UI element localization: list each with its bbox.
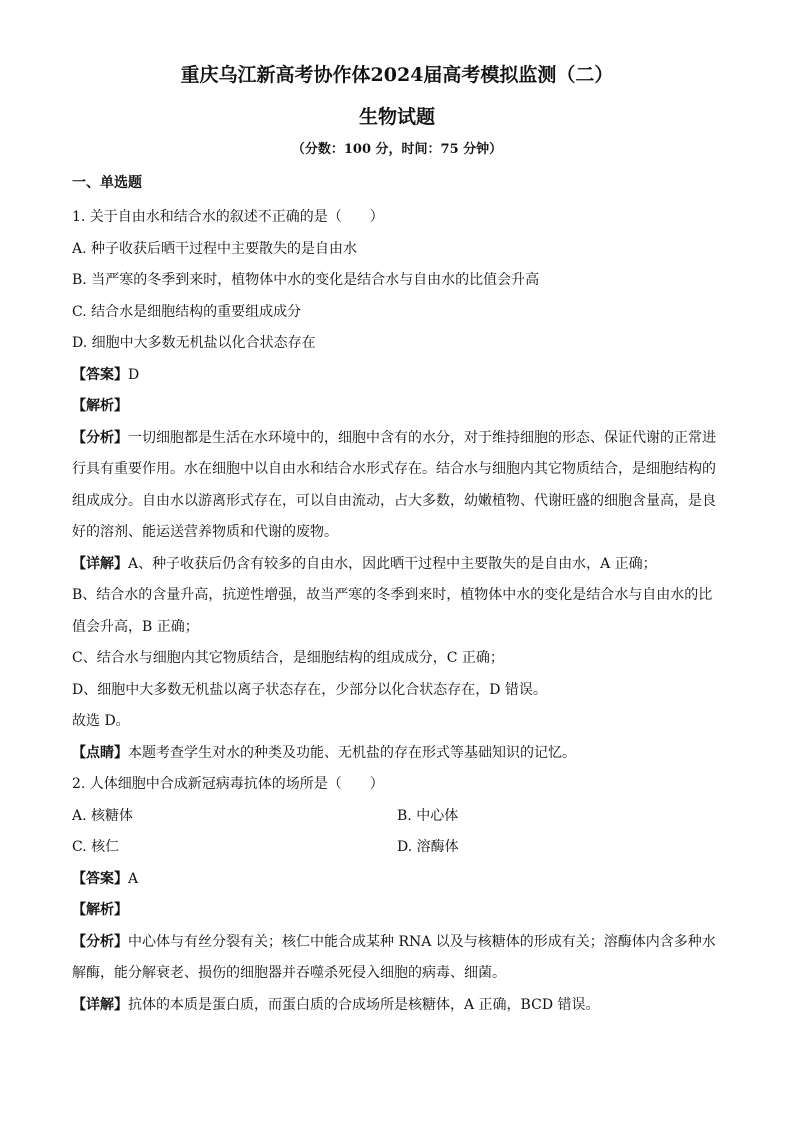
xiangjie-label: 【详解】 xyxy=(72,555,128,572)
answer-value: A xyxy=(128,870,139,887)
question-2-options-row-1 xyxy=(72,801,722,833)
question-1-option-c: C. 结合水是细胞结构的重要组成成分 xyxy=(72,303,302,320)
question-2-option-a: A. 核糖体 xyxy=(72,807,134,824)
question-2-stem: 2. 人体细胞中合成新冠病毒抗体的场所是（ ） xyxy=(72,776,384,792)
question-1-option-d: D. 细胞中大多数无机盐以化合状态存在 xyxy=(72,335,316,351)
section-heading: 一、单选题 xyxy=(72,175,142,191)
question-1-dianjing: 【点睛】本题考查学生对水的种类及功能、无机盐的存在形式等基础知识的记忆。 xyxy=(72,744,576,761)
question-2-fenxi: 【分析】中心体与有丝分裂有关；核仁中能合成某种 RNA 以及与核糖体的形成有关；溶酶体内含多种水 解酶，能分解衰老、损伤的细胞器并吞噬杀死侵入细胞的病毒、细菌。 xyxy=(72,933,716,981)
fenxi-label: 【分析】 xyxy=(72,933,128,950)
exam-meta: （分数：100 分，时间：75 分钟） xyxy=(291,142,503,157)
question-1-option-a: A. 种子收获后晒干过程中主要散失的是自由水 xyxy=(72,240,358,257)
question-1-fenxi: 【分析】一切细胞都是生活在水环境中的，细胞中含有的水分，对于维持细胞的形态、保证代谢的正常进 行具有重要作用。水在细胞中以自由水和结合水形式存在。结合水与细胞内其它物质结合，是细胞结构的 组成成分。自由水以游离形式存在，可以自由流动，占大多数，幼嫩植物、代谢旺盛的细胞含量高，是良 好的溶剂、能运送营养物质和代谢的废物。 xyxy=(72,429,716,540)
answer-label: 【答案】 xyxy=(72,366,128,383)
dianjing-label: 【点睛】 xyxy=(72,744,128,761)
question-2-analysis-label: 【解析】 xyxy=(72,902,128,918)
answer-value: D xyxy=(128,366,140,383)
question-2-answer xyxy=(72,864,722,896)
question-2-xiangjie: 【详解】抗体的本质是蛋白质，而蛋白质的合成场所是核糖体，A 正确，BCD 错误。 xyxy=(72,996,600,1013)
answer-label: 【答案】 xyxy=(72,870,128,887)
question-2-options-row-2 xyxy=(72,832,722,864)
exam-title: 重庆乌江新高考协作体2024届高考模拟监测（二） xyxy=(180,64,614,86)
question-1-option-b: B. 当严寒的冬季到来时，植物体中水的变化是结合水与自由水的比值会升高 xyxy=(72,272,540,288)
xiangjie-label: 【详解】 xyxy=(72,996,128,1013)
subject-title: 生物试题 xyxy=(358,106,435,128)
question-1-stem: 1. 关于自由水和结合水的叙述不正确的是（ ） xyxy=(72,209,384,225)
question-1-xiangjie: 【详解】A、种子收获后仍含有较多的自由水，因此晒干过程中主要散失的是自由水，A 正确； B、结合水的含量升高，抗逆性增强，故当严寒的冬季到来时，植物体中水的变化是结合水与自由水的比 值会升高，B 正确； C、结合水与细胞内其它物质结合，是细胞结构的组成成分，C 正确； D、细胞中大多数无机盐以离子状态存在，少部分以化合状态存在，D 错误。 故选 D。 xyxy=(72,555,713,729)
question-1-answer xyxy=(72,360,722,392)
fenxi-label: 【分析】 xyxy=(72,429,128,446)
question-1-analysis-label: 【解析】 xyxy=(72,398,128,414)
question-2-option-d: D. 溶酶体 xyxy=(397,839,459,855)
question-2-option-c: C. 核仁 xyxy=(72,839,120,855)
question-2-option-b: B. 中心体 xyxy=(397,807,459,824)
